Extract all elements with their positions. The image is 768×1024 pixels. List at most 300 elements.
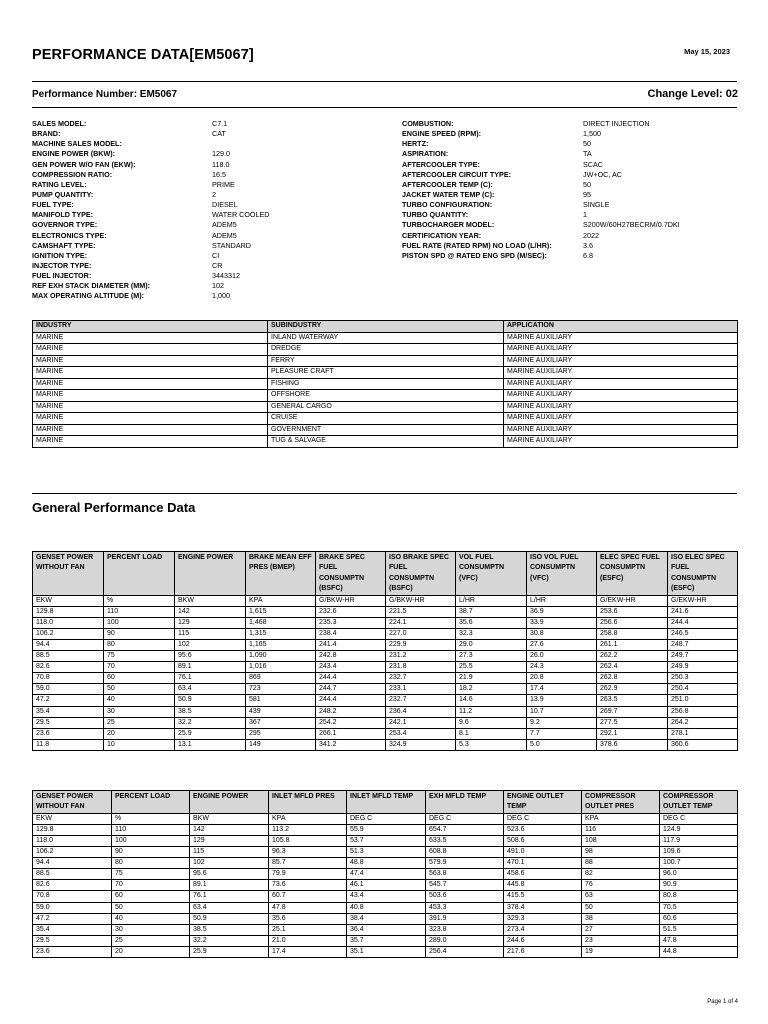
table-cell: 70: [104, 662, 175, 673]
spec-value: PRIME: [212, 179, 235, 189]
unit-cell: DEG C: [660, 813, 738, 824]
table-row: [33, 436, 738, 448]
table-cell: 117.9: [660, 836, 738, 847]
table-cell: 35.6: [456, 617, 527, 628]
table-cell: 40: [112, 913, 190, 924]
table-row: [33, 913, 738, 924]
spec-value: DIRECT INJECTION: [583, 119, 650, 128]
table-cell: 13.9: [527, 695, 597, 706]
table-cell: 563.8: [426, 869, 504, 880]
table-cell: 46.1: [347, 880, 426, 891]
table-row: [33, 869, 738, 880]
unit-cell: KPA: [269, 813, 347, 824]
table-cell: 25.9: [175, 728, 246, 739]
table-row: [33, 739, 738, 750]
spec-label: IGNITION TYPE:: [32, 250, 88, 260]
table-cell: 253.6: [597, 606, 668, 617]
table-cell: 869: [246, 673, 316, 684]
table-cell: 9.2: [527, 717, 597, 728]
table-cell: 217.6: [504, 946, 582, 957]
table-row: [33, 836, 738, 847]
unit-cell: EKW: [33, 595, 104, 606]
unit-cell: L/HR: [456, 595, 527, 606]
column-header: COMPRESSOR OUTLET PRES: [582, 791, 660, 814]
table-row: [33, 717, 738, 728]
table-cell: 90: [104, 628, 175, 639]
table-cell: 254.2: [316, 717, 386, 728]
table-row: [33, 924, 738, 935]
table-cell: 1,615: [246, 606, 316, 617]
table-cell: 341.2: [316, 739, 386, 750]
specs-right-labels: [402, 119, 552, 261]
table-cell: 55.9: [347, 824, 426, 835]
spec-label: ELECTRONICS TYPE:: [32, 230, 107, 240]
spec-value: DIESEL: [212, 200, 238, 210]
table-row: [33, 946, 738, 957]
spec-label: GOVERNOR TYPE:: [32, 220, 98, 230]
table-cell: 244.7: [316, 684, 386, 695]
table-cell: 508.6: [504, 836, 582, 847]
table-cell: 106.2: [33, 628, 104, 639]
table-cell: 88.5: [33, 869, 112, 880]
table-cell: OFFSHORE: [268, 390, 504, 402]
spec-label: PISTON SPD @ RATED ENG SPD (M/SEC):: [402, 250, 547, 260]
table-cell: 70.8: [33, 673, 104, 684]
table-row: [33, 628, 738, 639]
table-cell: 27.3: [456, 651, 527, 662]
table-cell: 415.5: [504, 891, 582, 902]
unit-cell: BKW: [190, 813, 269, 824]
spec-label: COMPRESSION RATIO:: [32, 169, 113, 179]
table-cell: 25.9: [190, 946, 269, 957]
page-title: PERFORMANCE DATA[EM5067]: [32, 47, 254, 63]
column-header: GENSET POWER WITHOUT FAN: [33, 552, 104, 596]
table-cell: 35.6: [269, 913, 347, 924]
column-header: INDUSTRY: [33, 321, 268, 333]
table-cell: 115: [175, 628, 246, 639]
table-cell: 256.8: [668, 706, 738, 717]
table-cell: 249.7: [668, 651, 738, 662]
table-cell: 94.4: [33, 858, 112, 869]
table-row: [33, 367, 738, 379]
spec-label: ENGINE POWER (BKW):: [32, 149, 116, 159]
table-cell: 50.9: [190, 913, 269, 924]
table-cell: 266.1: [316, 728, 386, 739]
table-row: [33, 684, 738, 695]
spec-label: ASPIRATION:: [402, 149, 449, 159]
table-cell: 47.2: [33, 913, 112, 924]
table-cell: 11.8: [33, 739, 104, 750]
table-cell: 11.2: [456, 706, 527, 717]
spec-label: AFTERCOOLER TYPE:: [402, 159, 480, 169]
table-cell: MARINE AUXILIARY: [504, 390, 738, 402]
table-cell: 391.9: [426, 913, 504, 924]
table-cell: 35.4: [33, 706, 104, 717]
table-cell: 231.8: [386, 662, 456, 673]
column-header: ENGINE POWER: [175, 552, 246, 596]
table-row: [33, 662, 738, 673]
table-cell: 5.0: [527, 739, 597, 750]
table-cell: 26.0: [527, 651, 597, 662]
table-cell: 250.4: [668, 684, 738, 695]
spec-value: ADEM5: [212, 230, 237, 240]
table-cell: 40.8: [347, 902, 426, 913]
table-cell: 44.8: [660, 946, 738, 957]
table-cell: 263.5: [597, 695, 668, 706]
table-cell: 35.7: [347, 935, 426, 946]
spec-label: PUMP QUANTITY:: [32, 189, 94, 199]
table-cell: 30: [104, 706, 175, 717]
table-cell: 51.5: [660, 924, 738, 935]
spec-label: TURBO CONFIGURATION:: [402, 200, 493, 210]
table-cell: 47.2: [33, 695, 104, 706]
table-cell: MARINE AUXILIARY: [504, 332, 738, 344]
table-cell: 48.8: [347, 858, 426, 869]
table-cell: 38.5: [175, 706, 246, 717]
spec-label: AFTERCOOLER TEMP (C):: [402, 179, 493, 189]
unit-cell: G/EKW-HR: [668, 595, 738, 606]
table-cell: 1,016: [246, 662, 316, 673]
page-number: Page 1 of 4: [707, 999, 738, 1005]
table-cell: 115: [190, 847, 269, 858]
table-cell: 70.5: [660, 902, 738, 913]
table-cell: 129.8: [33, 606, 104, 617]
table-cell: 105.8: [269, 836, 347, 847]
table-row: [33, 355, 738, 367]
spec-label: MAX OPERATING ALTITUDE (M):: [32, 291, 145, 301]
column-header: EXH MFLD TEMP: [426, 791, 504, 814]
column-header: ISO VOL FUEL CONSUMPTN (VFC): [527, 552, 597, 596]
unit-cell: %: [112, 813, 190, 824]
table-row: [33, 902, 738, 913]
table-row: [33, 424, 738, 436]
table-cell: 89.1: [175, 662, 246, 673]
table-row: [33, 344, 738, 356]
table-cell: 20.8: [527, 673, 597, 684]
spec-label: FUEL INJECTOR:: [32, 271, 92, 281]
table-cell: 251.0: [668, 695, 738, 706]
table-cell: 232.7: [386, 695, 456, 706]
table-cell: 323.8: [426, 924, 504, 935]
table-cell: 244.6: [504, 935, 582, 946]
unit-cell: %: [104, 595, 175, 606]
table-cell: 129: [190, 836, 269, 847]
table-cell: 59.0: [33, 902, 112, 913]
table-cell: 82.6: [33, 662, 104, 673]
spec-value: SCAC: [583, 159, 603, 169]
table-cell: 94.4: [33, 640, 104, 651]
table-cell: 277.5: [597, 717, 668, 728]
column-header: VOL FUEL CONSUMPTN (VFC): [456, 552, 527, 596]
column-header: PERCENT LOAD: [112, 791, 190, 814]
spec-label: BRAND:: [32, 129, 61, 139]
table-cell: 95.6: [175, 651, 246, 662]
spec-value: S200W/60H27BECRM/0.7DKI: [583, 220, 680, 230]
table-cell: 88: [582, 858, 660, 869]
table-cell: 60: [104, 673, 175, 684]
table-cell: MARINE: [33, 436, 268, 448]
table-row: [33, 651, 738, 662]
table-cell: 79.9: [269, 869, 347, 880]
spec-value: TA: [583, 149, 592, 159]
table-cell: 102: [190, 858, 269, 869]
table-cell: 53.7: [347, 836, 426, 847]
table-cell: 63.4: [175, 684, 246, 695]
table-cell: 50: [582, 902, 660, 913]
spec-label: REF EXH STACK DIAMETER (MM):: [32, 281, 151, 291]
table-cell: 98: [582, 847, 660, 858]
table-cell: 581: [246, 695, 316, 706]
table-cell: 80: [112, 858, 190, 869]
table-cell: 90: [112, 847, 190, 858]
table-cell: 32.2: [175, 717, 246, 728]
table-cell: 324.9: [386, 739, 456, 750]
table-cell: GOVERNMENT: [268, 424, 504, 436]
spec-value: 50: [583, 139, 591, 149]
table-cell: MARINE AUXILIARY: [504, 424, 738, 436]
table-cell: 102: [175, 640, 246, 651]
table-cell: 17.4: [527, 684, 597, 695]
unit-cell: BKW: [175, 595, 246, 606]
table-cell: 231.2: [386, 651, 456, 662]
column-header: ENGINE OUTLET TEMP: [504, 791, 582, 814]
spec-label: HERTZ:: [402, 139, 429, 149]
spec-label: MACHINE SALES MODEL:: [32, 139, 122, 149]
spec-value: STANDARD: [212, 240, 252, 250]
table-cell: 9.6: [456, 717, 527, 728]
table-cell: 10: [104, 739, 175, 750]
table-cell: 50: [104, 684, 175, 695]
specs-right-values: [583, 119, 680, 261]
table-cell: 70.8: [33, 891, 112, 902]
table-cell: 329.3: [504, 913, 582, 924]
column-header: ENGINE POWER: [190, 791, 269, 814]
table-cell: 23.6: [33, 728, 104, 739]
table-cell: 249.9: [668, 662, 738, 673]
table-cell: 244.4: [316, 695, 386, 706]
table-cell: 367: [246, 717, 316, 728]
table-cell: 224.1: [386, 617, 456, 628]
table-cell: 262.4: [597, 662, 668, 673]
table-cell: 80: [104, 640, 175, 651]
table-row: [33, 728, 738, 739]
table-cell: 32.2: [190, 935, 269, 946]
specs-left-labels: [32, 119, 150, 302]
table-cell: 453.3: [426, 902, 504, 913]
table-row: [33, 640, 738, 651]
spec-value: ADEM5: [212, 220, 237, 230]
table-cell: 75: [104, 651, 175, 662]
spec-label: AFTERCOOLER CIRCUIT TYPE:: [402, 169, 512, 179]
spec-value: [212, 139, 270, 149]
performance-table-fuel: [32, 551, 738, 751]
spec-value: 2022: [583, 230, 599, 240]
table-cell: 23.6: [33, 946, 112, 957]
table-cell: 30.8: [527, 628, 597, 639]
spec-label: TURBOCHARGER MODEL:: [402, 220, 495, 230]
table-cell: 109.6: [660, 847, 738, 858]
spec-label: MANIFOLD TYPE:: [32, 210, 94, 220]
table-cell: 378.4: [504, 902, 582, 913]
table-cell: 118.0: [33, 836, 112, 847]
spec-label: SALES MODEL:: [32, 119, 87, 128]
section-title: General Performance Data: [32, 500, 196, 515]
table-cell: 14.6: [456, 695, 527, 706]
spec-value: CAT: [212, 129, 226, 139]
table-cell: 47.4: [347, 869, 426, 880]
table-cell: 82.6: [33, 880, 112, 891]
table-cell: 1,468: [246, 617, 316, 628]
spec-value: SINGLE: [583, 200, 610, 210]
table-row: [33, 606, 738, 617]
column-header: ISO ELEC SPEC FUEL CONSUMPTN (ESFC): [668, 552, 738, 596]
table-cell: 110: [104, 606, 175, 617]
spec-value: 95: [583, 189, 591, 199]
table-cell: TUG & SALVAGE: [268, 436, 504, 448]
table-cell: 80.8: [660, 891, 738, 902]
table-cell: 250.3: [668, 673, 738, 684]
table-cell: MARINE AUXILIARY: [504, 413, 738, 425]
column-header: BRAKE MEAN EFF PRES (BMEP): [246, 552, 316, 596]
table-cell: 1,165: [246, 640, 316, 651]
table-cell: 96.0: [660, 869, 738, 880]
column-header: PERCENT LOAD: [104, 552, 175, 596]
table-cell: 241.4: [316, 640, 386, 651]
units-row: [33, 595, 738, 606]
table-cell: 262.9: [597, 684, 668, 695]
table-cell: 20: [104, 728, 175, 739]
table-cell: 38.4: [347, 913, 426, 924]
table-cell: 108: [582, 836, 660, 847]
table-cell: 118.0: [33, 617, 104, 628]
table-cell: 243.4: [316, 662, 386, 673]
table-cell: MARINE: [33, 401, 268, 413]
table-cell: 60.6: [660, 913, 738, 924]
table-cell: 129: [175, 617, 246, 628]
table-cell: 470.1: [504, 858, 582, 869]
table-cell: 25: [112, 935, 190, 946]
table-cell: 29.5: [33, 935, 112, 946]
table-cell: 63.4: [190, 902, 269, 913]
column-header: INLET MFLD TEMP: [347, 791, 426, 814]
change-level: Change Level: 02: [647, 88, 738, 100]
table-cell: 43.4: [347, 891, 426, 902]
spec-label: INJECTOR TYPE:: [32, 260, 92, 270]
table-cell: MARINE: [33, 413, 268, 425]
table-cell: 95.6: [190, 869, 269, 880]
column-header: ELEC SPEC FUEL CONSUMPTN (ESFC): [597, 552, 668, 596]
table-cell: 50: [112, 902, 190, 913]
table-row: [33, 332, 738, 344]
table-cell: 273.4: [504, 924, 582, 935]
table-cell: MARINE AUXILIARY: [504, 367, 738, 379]
table-cell: 27.6: [527, 640, 597, 651]
table-cell: 244.4: [668, 617, 738, 628]
table-cell: 110: [112, 824, 190, 835]
performance-table-temps: [32, 790, 738, 958]
table-cell: 7.7: [527, 728, 597, 739]
units-row: [33, 813, 738, 824]
unit-cell: G/BKW-HR: [316, 595, 386, 606]
table-cell: 242.1: [386, 717, 456, 728]
table-cell: 90.9: [660, 880, 738, 891]
table-row: [33, 401, 738, 413]
table-cell: 32.3: [456, 628, 527, 639]
table-cell: 261.1: [597, 640, 668, 651]
table-cell: 63: [582, 891, 660, 902]
spec-value: 129.0: [212, 149, 230, 159]
table-row: [33, 824, 738, 835]
unit-cell: KPA: [582, 813, 660, 824]
spec-label: JACKET WATER TEMP (C):: [402, 189, 495, 199]
table-cell: 378.6: [597, 739, 668, 750]
table-cell: 633.5: [426, 836, 504, 847]
spec-label: COMBUSTION:: [402, 119, 454, 128]
table-cell: 142: [190, 824, 269, 835]
table-cell: MARINE AUXILIARY: [504, 378, 738, 390]
table-cell: 258.8: [597, 628, 668, 639]
table-cell: MARINE: [33, 378, 268, 390]
header-divider: [32, 81, 737, 82]
table-cell: 51.3: [347, 847, 426, 858]
table-cell: 253.4: [386, 728, 456, 739]
spec-value: 1,500: [583, 129, 601, 139]
table-cell: DREDGE: [268, 344, 504, 356]
table-cell: 19: [582, 946, 660, 957]
unit-cell: KPA: [246, 595, 316, 606]
unit-cell: DEG C: [426, 813, 504, 824]
table-cell: 35.1: [347, 946, 426, 957]
table-row: [33, 390, 738, 402]
spec-label: GEN POWER W/O FAN (EKW):: [32, 159, 136, 169]
spec-value: WATER COOLED: [212, 210, 270, 220]
table-cell: MARINE: [33, 344, 268, 356]
table-cell: 1,090: [246, 651, 316, 662]
table-row: [33, 891, 738, 902]
table-row: [33, 617, 738, 628]
unit-cell: L/HR: [527, 595, 597, 606]
table-cell: MARINE: [33, 332, 268, 344]
table-cell: 47.8: [269, 902, 347, 913]
table-cell: 545.7: [426, 880, 504, 891]
spec-value: JW+OC, AC: [583, 169, 622, 179]
table-cell: MARINE AUXILIARY: [504, 344, 738, 356]
table-cell: 5.3: [456, 739, 527, 750]
table-cell: 33.9: [527, 617, 597, 628]
table-cell: 723: [246, 684, 316, 695]
table-cell: 36.9: [527, 606, 597, 617]
table-cell: MARINE: [33, 424, 268, 436]
table-cell: 82: [582, 869, 660, 880]
table-cell: 25.5: [456, 662, 527, 673]
column-header: SUBINDUSTRY: [268, 321, 504, 333]
table-cell: 227.0: [386, 628, 456, 639]
table-cell: 27: [582, 924, 660, 935]
table-row: [33, 673, 738, 684]
table-cell: FISHING: [268, 378, 504, 390]
table-cell: 445.8: [504, 880, 582, 891]
column-header: INLET MFLD PRES: [269, 791, 347, 814]
table-cell: 238.4: [316, 628, 386, 639]
table-cell: 20: [112, 946, 190, 957]
spec-value: 3.6: [583, 240, 593, 250]
table-cell: 278.1: [668, 728, 738, 739]
table-cell: MARINE AUXILIARY: [504, 401, 738, 413]
table-cell: 124.9: [660, 824, 738, 835]
table-cell: 242.8: [316, 651, 386, 662]
spec-value: 1,000: [212, 291, 230, 301]
table-cell: 129.8: [33, 824, 112, 835]
